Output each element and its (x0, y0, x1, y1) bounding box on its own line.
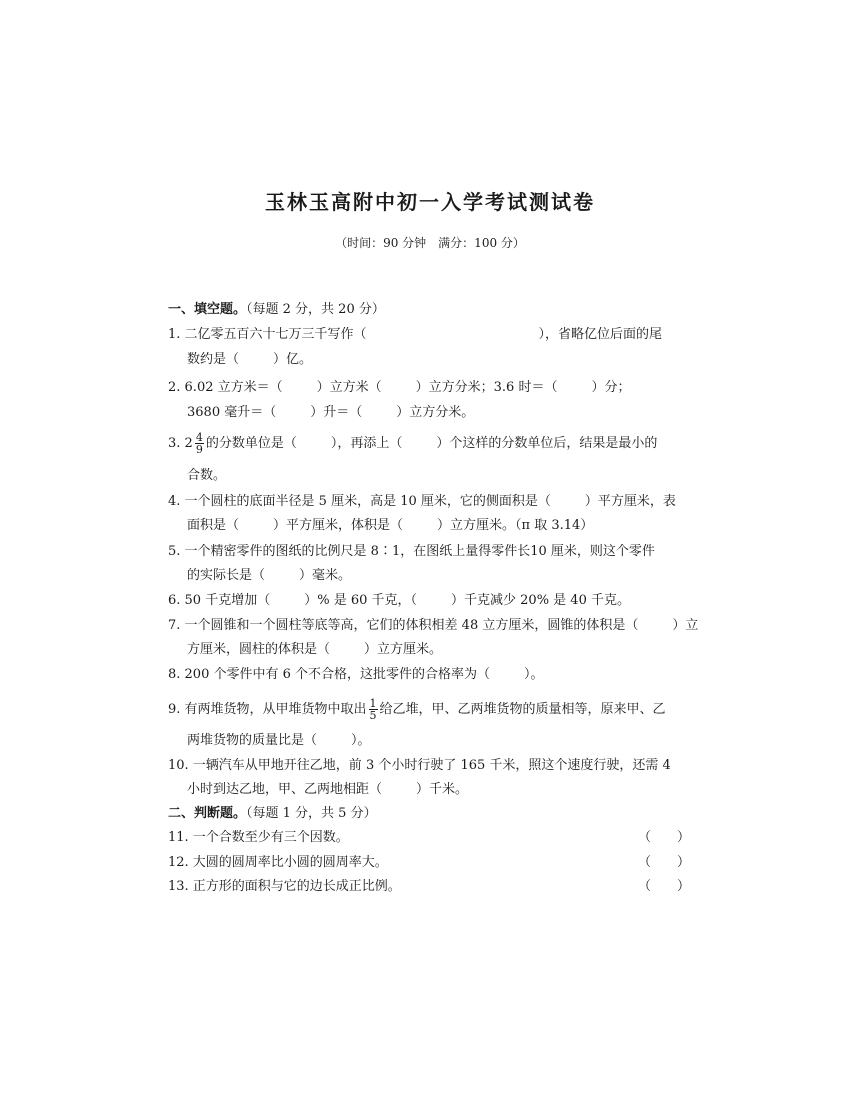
question-text: 面积是（ (187, 518, 240, 533)
question-text: ）立 (672, 618, 699, 633)
answer-parentheses[interactable]: （ ） (638, 830, 691, 845)
question-text: 12. 大圆的圆周率比小圆的圆周率大。 (168, 855, 388, 870)
judge-item-13 (168, 877, 401, 897)
section-note: （每题 1 分，共 5 分） (246, 806, 377, 821)
question-text: 5. 一个精密零件的图纸的比例尺是 8∶1，在图纸上量得零件长10 厘米，则这个零件 (168, 544, 655, 559)
question-text: ），再添上（ (330, 436, 403, 451)
question-text: 的实际长是（ (187, 568, 266, 583)
fraction-denominator: 9 (195, 443, 203, 456)
fraction-numerator: 1 (369, 697, 377, 710)
question-text: 方厘米，圆柱的体积是（ (187, 642, 331, 657)
section-title: 一、填空题。 (168, 302, 247, 317)
question-text: 两堆货物的质量比是（ (187, 733, 318, 748)
question-7-line-1 (168, 616, 698, 636)
fraction-denominator: 5 (369, 709, 377, 722)
question-text: ）千米。 (416, 782, 469, 797)
question-10-line-2 (187, 780, 468, 800)
question-3-line-2 (187, 466, 226, 486)
section-heading-true-false (168, 804, 377, 824)
question-text: 6. 50 千克增加（ (168, 593, 271, 608)
question-text: 给乙堆，甲、乙两堆货物的质量相等，原来甲、乙 (379, 702, 666, 717)
question-text: 9. 有两堆货物，从甲堆货物中取出 (168, 702, 367, 717)
question-text: ）% 是 60 千克，（ (304, 593, 418, 608)
question-text: ）立方分米。 (396, 405, 475, 420)
question-1-line-2 (187, 350, 312, 370)
question-text: ）立方分米；3.6 时＝（ (415, 380, 558, 395)
question-9-line-2 (187, 731, 371, 751)
question-9-line-1 (168, 698, 666, 721)
question-5-line-2 (187, 566, 351, 586)
judge-item-12 (168, 853, 388, 873)
question-text: ）立方厘米。 (364, 642, 443, 657)
question-8 (168, 665, 544, 685)
question-6 (168, 591, 630, 611)
question-text: 4. 一个圆柱的底面半径是 5 厘米，高是 10 厘米，它的侧面积是（ (168, 494, 551, 509)
question-1-line-1 (168, 325, 662, 345)
question-text: 3. 2 (168, 436, 193, 451)
question-3-line-1 (168, 432, 657, 455)
question-text: 13. 正方形的面积与它的边长成正比例。 (168, 879, 401, 894)
question-text: ）立方米（ (316, 380, 382, 395)
question-text: 的分数单位是（ (205, 436, 297, 451)
fraction-numerator: 4 (195, 431, 203, 444)
section-note: （每题 2 分，共 20 分） (246, 302, 385, 317)
question-10-line-1 (168, 756, 671, 776)
question-text: ），省略亿位后面的尾 (538, 327, 663, 342)
page-title: 玉林玉高附中初一入学考试测试卷 (265, 190, 595, 214)
question-text: 合数。 (187, 468, 227, 483)
question-text: 小时到达乙地，甲、乙两地相距（ (187, 782, 383, 797)
page-subtitle: （时间：90 分钟 满分：100 分） (335, 236, 525, 250)
question-text: ）亿。 (273, 352, 313, 367)
question-text: 11. 一个合数至少有三个因数。 (168, 830, 349, 845)
question-4-line-1 (168, 492, 676, 512)
question-text: 10. 一辆汽车从甲地开往乙地，前 3 个小时行驶了 165 千米，照这个速度行驶，还需 4 (168, 758, 671, 773)
question-2-line-2 (187, 403, 474, 423)
answer-parentheses[interactable]: （ ） (638, 879, 691, 894)
question-text: ）。 (351, 733, 371, 748)
answer-parentheses[interactable]: （ ） (638, 855, 691, 870)
question-7-line-2 (187, 640, 442, 660)
question-text: ）升＝（ (310, 405, 363, 420)
question-text: ）。 (524, 667, 544, 682)
fraction (369, 698, 378, 721)
question-text: 数约是（ (187, 352, 240, 367)
question-text: 1. 二亿零五百六十七万三千写作（ (168, 327, 367, 342)
question-text: ）平方厘米，表 (584, 494, 676, 509)
question-5-line-1 (168, 542, 655, 562)
section-heading-fill-in (168, 300, 385, 320)
question-text: 2. 6.02 立方米＝（ (168, 380, 283, 395)
question-text: ）立方厘米。（π 取 3.14） (437, 518, 594, 533)
question-text: ）平方厘米，体积是（ (273, 518, 404, 533)
question-text: ）个这样的分数单位后，结果是最小的 (436, 436, 658, 451)
question-text: ）千克减少 20% 是 40 千克。 (451, 593, 630, 608)
question-text: 8. 200 个零件中有 6 个不合格，这批零件的合格率为（ (168, 667, 491, 682)
question-text: ）分； (591, 380, 631, 395)
question-2-line-1 (168, 378, 630, 398)
judge-item-11 (168, 828, 349, 848)
section-title: 二、判断题。 (168, 806, 247, 821)
question-text: ）毫米。 (299, 568, 352, 583)
question-text: 7. 一个圆锥和一个圆柱等底等高，它们的体积相差 48 立方厘米，圆锥的体积是（ (168, 618, 639, 633)
question-4-line-2 (187, 516, 593, 536)
fraction (195, 432, 204, 455)
question-text: 3680 毫升＝（ (187, 405, 277, 420)
